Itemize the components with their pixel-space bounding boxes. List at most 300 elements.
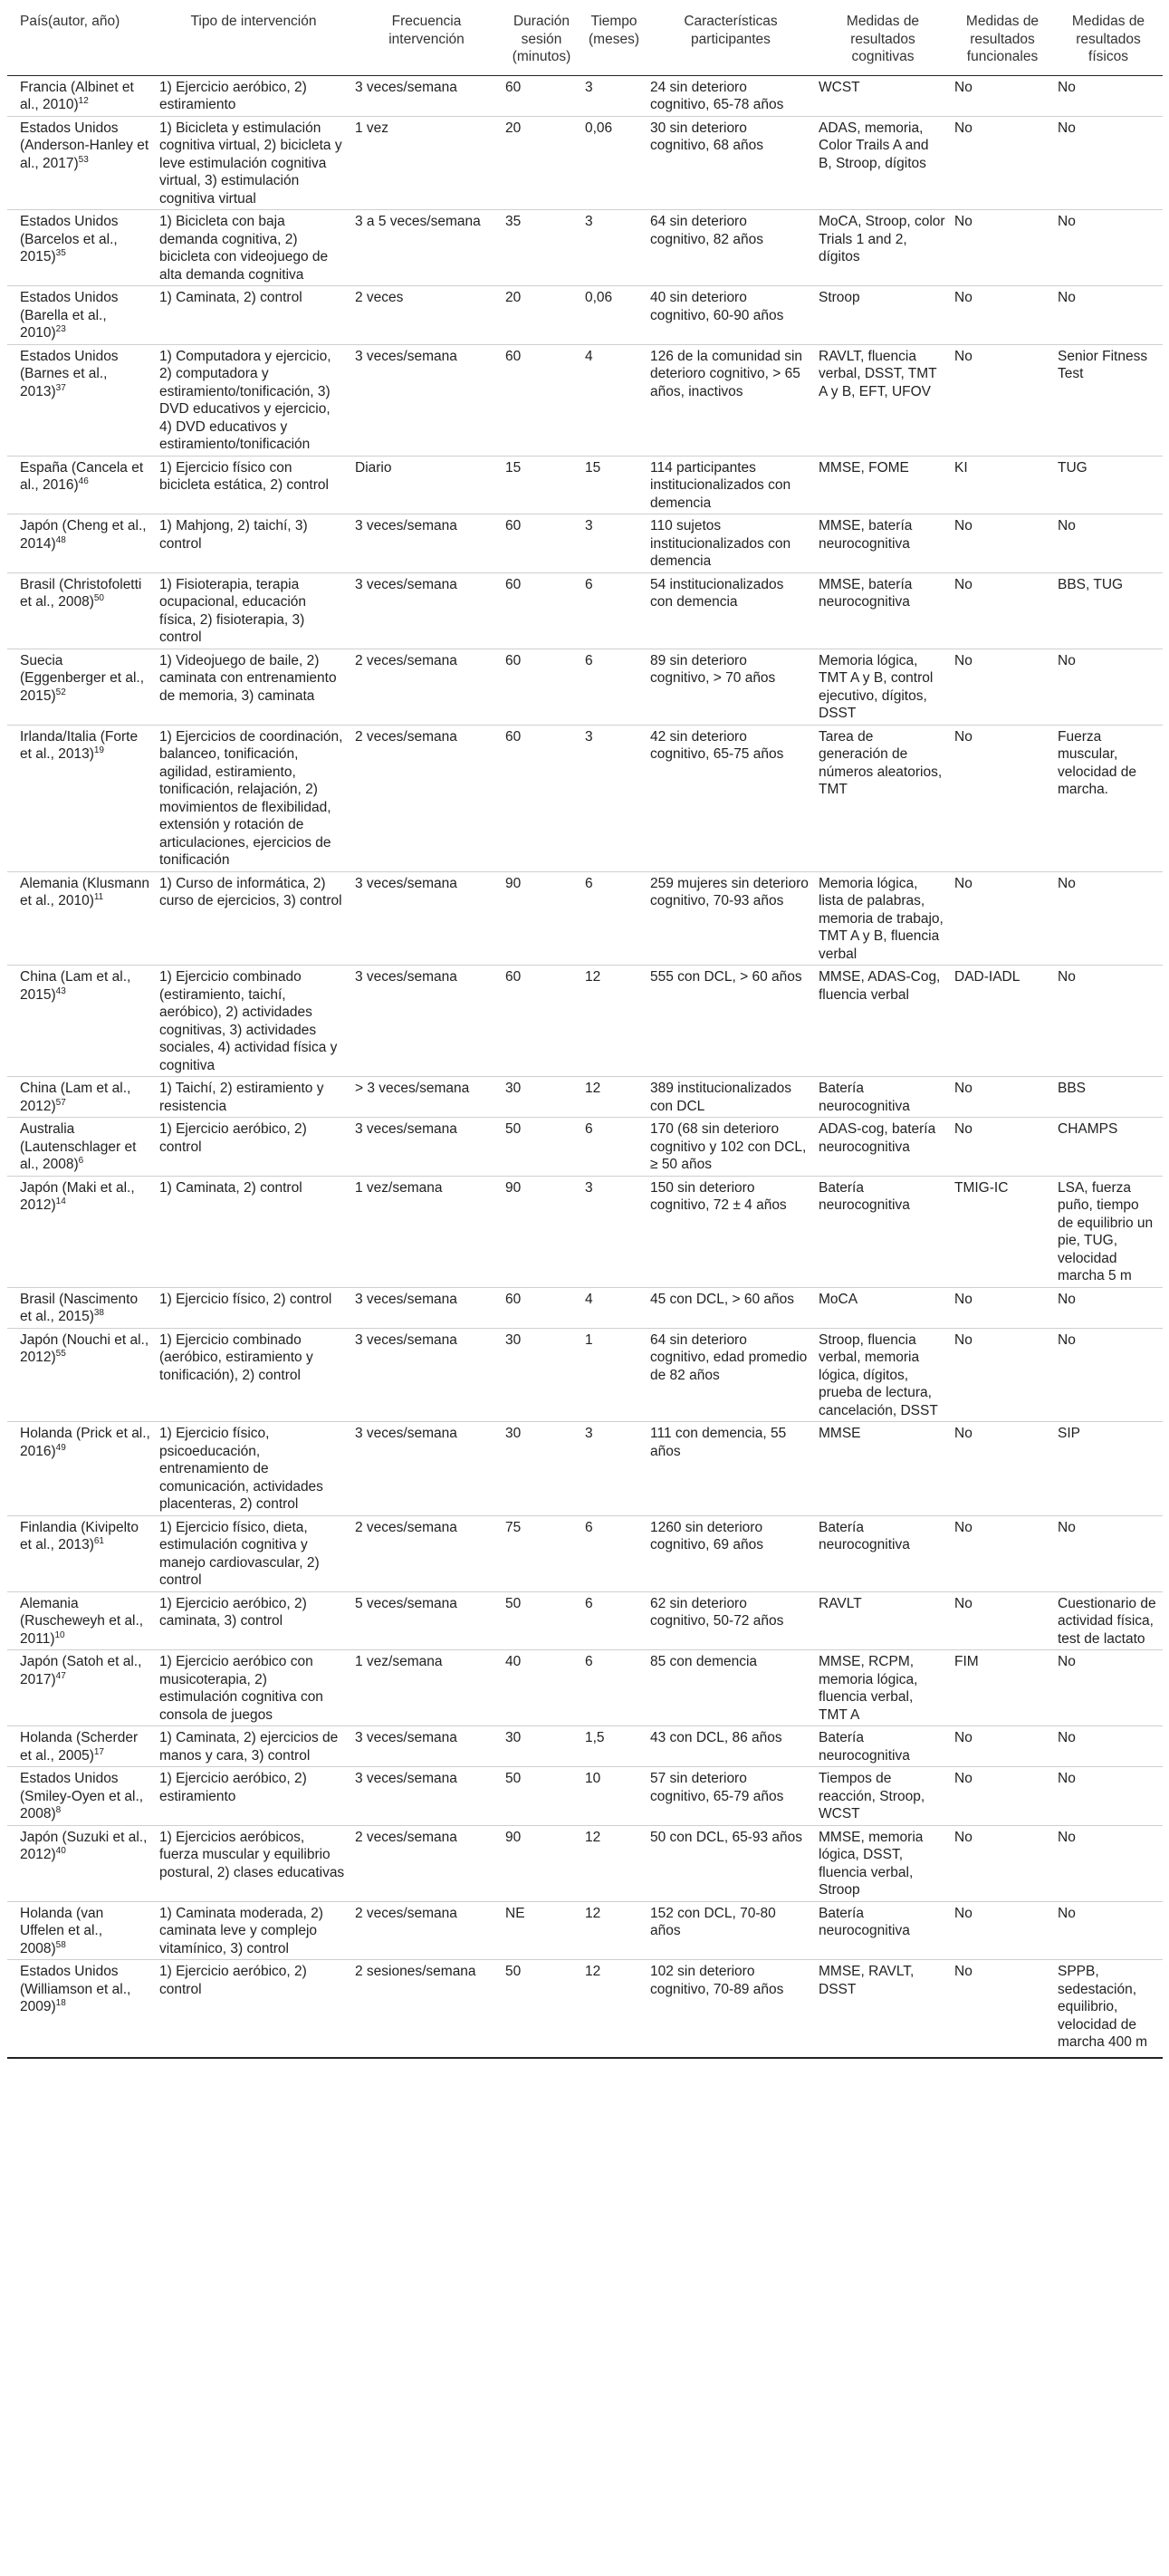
cell-physical: BBS, TUG <box>1054 572 1163 649</box>
cell-time: 15 <box>581 456 647 514</box>
cell-time: 6 <box>581 649 647 725</box>
cell-physical: LSA, fuerza puño, tiempo de equilibrio un pie, TUG, velocidad marcha 5 m <box>1054 1176 1163 1287</box>
cell-frequency: 3 a 5 veces/semana <box>351 210 502 286</box>
cell-cognitive: MMSE, RCPM, memoria lógica, fluencia verbal, TMT A <box>815 1650 951 1726</box>
table-row <box>7 1825 1163 1901</box>
cell-frequency: 3 veces/semana <box>351 871 502 966</box>
studies-table <box>7 5 1163 2059</box>
cell-participants: 40 sin deterioro cognitivo, 60-90 años <box>647 286 815 345</box>
cell-frequency: 5 veces/semana <box>351 1591 502 1650</box>
cell-physical: No <box>1054 514 1163 573</box>
country-author-text: Holanda (Scherder et al., 2005) <box>20 1730 139 1764</box>
reference-number[interactable]: 10 <box>54 1629 65 1640</box>
table-row <box>7 572 1163 649</box>
cell-functional: No <box>951 344 1054 456</box>
cell-physical: No <box>1054 1328 1163 1422</box>
cell-frequency: 3 veces/semana <box>351 344 502 456</box>
cell-cognitive: Batería neurocognitiva <box>815 1176 951 1287</box>
cell-physical: CHAMPS <box>1054 1118 1163 1177</box>
cell-physical: No <box>1054 1901 1163 1960</box>
table-row <box>7 966 1163 1077</box>
cell-country <box>7 1825 156 1901</box>
studies-table-container <box>7 5 1163 2059</box>
cell-time: 3 <box>581 725 647 871</box>
cell-functional: No <box>951 210 1054 286</box>
table-row <box>7 1328 1163 1422</box>
cell-duration: 30 <box>502 1422 581 1516</box>
reference-number[interactable]: 47 <box>55 1670 66 1681</box>
country-author-text: China (Lam et al., 2012) <box>20 1081 131 1114</box>
cell-frequency: 3 veces/semana <box>351 514 502 573</box>
cell-physical: SPPB, sedestación, equilibrio, velocidad de marcha 400 m <box>1054 1960 1163 2058</box>
cell-frequency: 3 veces/semana <box>351 1422 502 1516</box>
cell-intervention: 1) Ejercicio físico, psicoeducación, entrenamiento de comunicación, actividades placenteras, 2) control <box>156 1422 351 1516</box>
cell-cognitive: ADAS-cog, batería neurocognitiva <box>815 1118 951 1177</box>
cell-duration: 60 <box>502 572 581 649</box>
cell-country <box>7 871 156 966</box>
table-row <box>7 286 1163 345</box>
cell-intervention: 1) Ejercicios aeróbicos, fuerza muscular y equilibrio postural, 2) clases educativas <box>156 1825 351 1901</box>
cell-frequency: 3 veces/semana <box>351 1328 502 1422</box>
header-frequency: Frecuencia intervención <box>351 5 502 75</box>
cell-cognitive: Batería neurocognitiva <box>815 1077 951 1118</box>
cell-functional: No <box>951 572 1054 649</box>
cell-cognitive: MoCA, Stroop, color Trials 1 and 2, dígitos <box>815 210 951 286</box>
country-author-text: Alemania (Ruscheweyh et al., 2011) <box>20 1595 144 1647</box>
cell-country <box>7 649 156 725</box>
cell-participants: 1260 sin deterioro cognitivo, 69 años <box>647 1515 815 1591</box>
reference-number[interactable]: 48 <box>55 534 66 545</box>
cell-time: 12 <box>581 1077 647 1118</box>
cell-functional: No <box>951 649 1054 725</box>
cell-frequency: 2 veces <box>351 286 502 345</box>
table-row <box>7 1650 1163 1726</box>
cell-country <box>7 725 156 871</box>
cell-frequency: 1 vez/semana <box>351 1176 502 1287</box>
country-author-text: Estados Unidos (Anderson-Hanley et al., 2017) <box>20 120 149 171</box>
cell-country <box>7 1726 156 1767</box>
country-author-text: Estados Unidos (Barella et al., 2010) <box>20 290 119 341</box>
cell-duration: 60 <box>502 1287 581 1328</box>
cell-country <box>7 1077 156 1118</box>
cell-duration: 50 <box>502 1118 581 1177</box>
cell-frequency: 3 veces/semana <box>351 966 502 1077</box>
cell-intervention: 1) Ejercicio aeróbico, 2) caminata, 3) control <box>156 1591 351 1650</box>
cell-intervention: 1) Fisioterapia, terapia ocupacional, educación física, 2) fisioterapia, 3) control <box>156 572 351 649</box>
table-row <box>7 1176 1163 1287</box>
cell-country <box>7 456 156 514</box>
cell-intervention: 1) Bicicleta con baja demanda cognitiva, 2) bicicleta con videojuego de alta demanda cognitiva <box>156 210 351 286</box>
country-author-text: Australia (Lautenschlager et al., 2008) <box>20 1121 137 1172</box>
cell-participants: 126 de la comunidad sin deterioro cognitivo, > 65 años, inactivos <box>647 344 815 456</box>
cell-participants: 45 con DCL, > 60 años <box>647 1287 815 1328</box>
cell-duration: 60 <box>502 344 581 456</box>
cell-time: 1 <box>581 1328 647 1422</box>
cell-participants: 64 sin deterioro cognitivo, edad promedio de 82 años <box>647 1328 815 1422</box>
table-row <box>7 1422 1163 1516</box>
cell-time: 0,06 <box>581 286 647 345</box>
country-author-text: China (Lam et al., 2015) <box>20 969 131 1003</box>
cell-intervention: 1) Ejercicio aeróbico, 2) control <box>156 1118 351 1177</box>
cell-intervention: 1) Ejercicio aeróbico, 2) estiramiento <box>159 79 307 112</box>
cell-time: 12 <box>581 1960 647 2058</box>
cell-physical: No <box>1054 1287 1163 1328</box>
cell-frequency: 2 veces/semana <box>351 1825 502 1901</box>
reference-number[interactable]: 8 <box>55 1804 62 1815</box>
cell-intervention: 1) Taichí, 2) estiramiento y resistencia <box>156 1077 351 1118</box>
cell-frequency: 2 veces/semana <box>351 1901 502 1960</box>
cell-physical: No <box>1054 966 1163 1077</box>
cell-physical: No <box>1054 1650 1163 1726</box>
cell-functional: No <box>951 871 1054 966</box>
cell-intervention: 1) Ejercicio combinado (estiramiento, taichí, aeróbico), 2) actividades cognitivas, 3) actividades sociales, 4) actividad física y cognitiva <box>156 966 351 1077</box>
cell-country <box>7 75 156 116</box>
cell-participants: 43 con DCL, 86 años <box>647 1726 815 1767</box>
header-participants: Características participantes <box>647 5 815 75</box>
cell-functional: No <box>951 1118 1054 1177</box>
reference-number[interactable]: 12 <box>78 95 89 106</box>
cell-time: 3 <box>585 79 593 95</box>
reference-number[interactable]: 18 <box>55 1997 66 2008</box>
cell-physical: No <box>1054 871 1163 966</box>
cell-time: 6 <box>581 1591 647 1650</box>
reference-number[interactable]: 52 <box>55 687 66 697</box>
country-author-text: Japón (Nouchi et al., 2012) <box>20 1331 149 1365</box>
header-row <box>7 5 1163 75</box>
reference-number[interactable]: 17 <box>93 1746 104 1757</box>
cell-cognitive: Tiempos de reacción, Stroop, WCST <box>815 1767 951 1826</box>
cell-frequency: 3 veces/semana <box>351 1767 502 1826</box>
reference-number[interactable]: 49 <box>55 1442 66 1453</box>
cell-duration: 30 <box>502 1077 581 1118</box>
cell-frequency: 2 veces/semana <box>351 649 502 725</box>
cell-country <box>7 572 156 649</box>
cell-time: 6 <box>581 572 647 649</box>
cell-country <box>7 514 156 573</box>
cell-country <box>7 1650 156 1726</box>
reference-number[interactable]: 55 <box>55 1348 66 1359</box>
cell-duration: 90 <box>502 1825 581 1901</box>
cell-functional: No <box>951 1515 1054 1591</box>
reference-number[interactable]: 6 <box>78 1155 84 1166</box>
cell-functional: No <box>951 1287 1054 1328</box>
cell-intervention: 1) Ejercicio combinado (aeróbico, estiramiento y tonificación), 2) control <box>156 1328 351 1422</box>
cell-cognitive: MMSE <box>815 1422 951 1516</box>
country-author-text: Estados Unidos (Williamson et al., 2009) <box>20 1964 131 2014</box>
cell-time: 3 <box>581 210 647 286</box>
cell-functional: DAD-IADL <box>951 966 1054 1077</box>
table-row <box>7 210 1163 286</box>
cell-country <box>7 1767 156 1826</box>
reference-number[interactable]: 23 <box>55 323 66 334</box>
cell-country <box>7 1176 156 1287</box>
cell-frequency: 1 vez/semana <box>351 1650 502 1726</box>
cell-participants: 114 participantes institucionalizados con demencia <box>647 456 815 514</box>
country-author-text: Suecia (Eggenberger et al., 2015) <box>20 652 145 704</box>
cell-country <box>7 286 156 345</box>
cell-intervention: 1) Caminata moderada, 2) caminata leve y complejo vitamínico, 3) control <box>156 1901 351 1960</box>
cell-cognitive: Memoria lógica, lista de palabras, memoria de trabajo, TMT A y B, fluencia verbal <box>815 871 951 966</box>
cell-physical: No <box>1054 1825 1163 1901</box>
cell-intervention: 1) Ejercicio aeróbico, 2) control <box>156 1960 351 2058</box>
cell-frequency: 2 veces/semana <box>351 1515 502 1591</box>
cell-country <box>7 1515 156 1591</box>
cell-participants: 42 sin deterioro cognitivo, 65-75 años <box>647 725 815 871</box>
country-author-text: Francia (Albinet et al., 2010) <box>20 79 134 112</box>
country-author-text: Irlanda/Italia (Forte et al., 2013) <box>20 728 139 762</box>
cell-intervention: 1) Ejercicio físico con bicicleta estática, 2) control <box>156 456 351 514</box>
cell-country <box>7 344 156 456</box>
cell-cognitive: Stroop <box>815 286 951 345</box>
country-author-text: Japón (Maki et al., 2012) <box>20 1179 135 1213</box>
cell-intervention: 1) Computadora y ejercicio, 2) computadora y estiramiento/tonificación, 3) DVD educativos y ejercicio, 4) DVD educativos y estiramiento/tonificación <box>156 344 351 456</box>
cell-cognitive: MMSE, ADAS-Cog, fluencia verbal <box>815 966 951 1077</box>
cell-intervention: 1) Caminata, 2) control <box>156 286 351 345</box>
cell-functional: No <box>951 286 1054 345</box>
cell-functional: KI <box>951 456 1054 514</box>
cell-participants: 150 sin deterioro cognitivo, 72 ± 4 años <box>647 1176 815 1287</box>
table-row <box>7 1077 1163 1118</box>
cell-functional: No <box>951 1591 1054 1650</box>
cell-participants: 24 sin deterioro cognitivo, 65-78 años <box>650 79 784 112</box>
cell-frequency: > 3 veces/semana <box>351 1077 502 1118</box>
cell-physical: No <box>1054 1726 1163 1767</box>
reference-number[interactable]: 46 <box>78 476 89 486</box>
cell-duration: 50 <box>502 1960 581 2058</box>
table-row <box>7 1591 1163 1650</box>
cell-duration: 30 <box>502 1328 581 1422</box>
cell-physical: Senior Fitness Test <box>1054 344 1163 456</box>
table-row <box>7 1515 1163 1591</box>
cell-functional: TMIG-IC <box>951 1176 1054 1287</box>
cell-time: 3 <box>581 514 647 573</box>
table-row <box>7 1767 1163 1826</box>
cell-frequency: Diario <box>351 456 502 514</box>
cell-frequency: 3 veces/semana <box>351 572 502 649</box>
cell-country <box>7 966 156 1077</box>
cell-intervention: 1) Caminata, 2) control <box>156 1176 351 1287</box>
cell-intervention: 1) Curso de informática, 2) curso de ejercicios, 3) control <box>156 871 351 966</box>
cell-time: 1,5 <box>581 1726 647 1767</box>
cell-country <box>7 1901 156 1960</box>
cell-functional: No <box>951 1328 1054 1422</box>
cell-physical: No <box>1054 210 1163 286</box>
cell-cognitive: WCST <box>819 79 860 95</box>
cell-duration: NE <box>502 1901 581 1960</box>
cell-intervention: 1) Bicicleta y estimulación cognitiva virtual, 2) bicicleta y leve estimulación cognitiva virtual, 3) estimulación cognitiva virtual <box>156 116 351 210</box>
country-author-text: Japón (Satoh et al., 2017) <box>20 1654 142 1687</box>
table-row <box>7 1726 1163 1767</box>
cell-intervention: 1) Ejercicio aeróbico con musicoterapia, 2) estimulación cognitiva con consola de juegos <box>156 1650 351 1726</box>
table-row <box>7 871 1163 966</box>
cell-participants: 89 sin deterioro cognitivo, > 70 años <box>647 649 815 725</box>
table-row <box>7 514 1163 573</box>
cell-duration: 35 <box>502 210 581 286</box>
table-row <box>7 116 1163 210</box>
header-functional: Medidas de resultados funcionales <box>951 5 1054 75</box>
cell-duration: 50 <box>502 1767 581 1826</box>
cell-time: 6 <box>581 1515 647 1591</box>
cell-duration: 75 <box>502 1515 581 1591</box>
cell-time: 10 <box>581 1767 647 1826</box>
cell-intervention: 1) Ejercicio físico, dieta, estimulación cognitiva y manejo cardiovascular, 2) control <box>156 1515 351 1591</box>
cell-frequency: 3 veces/semana <box>351 1726 502 1767</box>
cell-duration: 50 <box>502 1591 581 1650</box>
cell-participants: 85 con demencia <box>647 1650 815 1726</box>
reference-number[interactable]: 35 <box>55 247 66 258</box>
table-body <box>7 75 1163 2058</box>
cell-participants: 389 institucionalizados con DCL <box>647 1077 815 1118</box>
reference-number[interactable]: 38 <box>93 1307 104 1318</box>
country-author-text: Finlandia (Kivipelto et al., 2013) <box>20 1519 139 1552</box>
cell-physical: No <box>1058 79 1076 95</box>
country-author-text: Holanda (Prick et al., 2016) <box>20 1426 150 1459</box>
country-author-text: Estados Unidos (Barcelos et al., 2015) <box>20 214 119 264</box>
cell-participants: 57 sin deterioro cognitivo, 65-79 años <box>647 1767 815 1826</box>
table-row <box>7 1960 1163 2058</box>
table-row <box>7 725 1163 871</box>
cell-physical: TUG <box>1054 456 1163 514</box>
cell-participants: 64 sin deterioro cognitivo, 82 años <box>647 210 815 286</box>
cell-participants: 170 (68 sin deterioro cognitivo y 102 con DCL, ≥ 50 años <box>647 1118 815 1177</box>
cell-time: 6 <box>581 871 647 966</box>
reference-number[interactable]: 58 <box>55 1939 66 1950</box>
header-cognitive: Medidas de resultados cognitivas <box>815 5 951 75</box>
cell-intervention: 1) Caminata, 2) ejercicios de manos y cara, 3) control <box>156 1726 351 1767</box>
cell-cognitive: Batería neurocognitiva <box>815 1515 951 1591</box>
cell-cognitive: Batería neurocognitiva <box>815 1726 951 1767</box>
cell-cognitive: MMSE, memoria lógica, DSST, fluencia verbal, Stroop <box>815 1825 951 1901</box>
cell-time: 6 <box>581 1118 647 1177</box>
cell-functional: No <box>951 1901 1054 1960</box>
cell-functional: FIM <box>951 1650 1054 1726</box>
cell-physical: BBS <box>1054 1077 1163 1118</box>
cell-country <box>7 1328 156 1422</box>
cell-cognitive: RAVLT <box>815 1591 951 1650</box>
cell-duration: 60 <box>502 649 581 725</box>
country-author-text: Estados Unidos (Smiley-Oyen et al., 2008) <box>20 1771 144 1821</box>
cell-participants: 259 mujeres sin deterioro cognitivo, 70-93 años <box>647 871 815 966</box>
country-author-text: Japón (Suzuki et al., 2012) <box>20 1829 148 1862</box>
reference-number[interactable]: 14 <box>55 1196 66 1206</box>
cell-duration: 60 <box>502 514 581 573</box>
cell-functional: No <box>951 1726 1054 1767</box>
cell-country <box>7 1422 156 1516</box>
cell-time: 12 <box>581 1901 647 1960</box>
reference-number[interactable]: 53 <box>78 154 89 165</box>
cell-duration: 90 <box>502 1176 581 1287</box>
table-row <box>7 1118 1163 1177</box>
cell-functional: No <box>951 1825 1054 1901</box>
cell-functional: No <box>951 725 1054 871</box>
table-row <box>7 1287 1163 1328</box>
country-author-text: Japón (Cheng et al., 2014) <box>20 518 147 552</box>
cell-functional: No <box>951 1422 1054 1516</box>
cell-time: 3 <box>581 1176 647 1287</box>
cell-frequency: 3 veces/semana <box>351 1287 502 1328</box>
reference-number[interactable]: 50 <box>93 592 104 603</box>
cell-participants: 54 institucionalizados con demencia <box>647 572 815 649</box>
cell-time: 4 <box>581 1287 647 1328</box>
reference-number[interactable]: 40 <box>55 1845 66 1856</box>
cell-cognitive: Batería neurocognitiva <box>815 1901 951 1960</box>
cell-time: 12 <box>581 966 647 1077</box>
cell-duration: 15 <box>502 456 581 514</box>
reference-number[interactable]: 19 <box>93 745 104 755</box>
cell-duration: 30 <box>502 1726 581 1767</box>
table-row <box>7 344 1163 456</box>
cell-participants: 62 sin deterioro cognitivo, 50-72 años <box>647 1591 815 1650</box>
cell-duration: 20 <box>502 116 581 210</box>
reference-number[interactable]: 43 <box>55 985 66 996</box>
cell-physical: SIP <box>1054 1422 1163 1516</box>
cell-time: 0,06 <box>581 116 647 210</box>
cell-participants: 152 con DCL, 70-80 años <box>647 1901 815 1960</box>
cell-intervention: 1) Mahjong, 2) taichí, 3) control <box>156 514 351 573</box>
cell-time: 3 <box>581 1422 647 1516</box>
cell-physical: Fuerza muscular, velocidad de marcha. <box>1054 725 1163 871</box>
cell-physical: Cuestionario de actividad física, test de lactato <box>1054 1591 1163 1650</box>
reference-number[interactable]: 61 <box>93 1535 104 1546</box>
cell-functional: No <box>951 514 1054 573</box>
table-header <box>7 5 1163 75</box>
cell-time: 4 <box>581 344 647 456</box>
table-row <box>7 456 1163 514</box>
header-duration: Duración sesión (minutos) <box>502 5 581 75</box>
cell-country <box>7 116 156 210</box>
cell-physical: No <box>1054 1767 1163 1826</box>
cell-duration: 90 <box>502 871 581 966</box>
cell-duration: 60 <box>502 966 581 1077</box>
cell-duration: 40 <box>502 1650 581 1726</box>
cell-duration: 60 <box>505 79 522 95</box>
cell-intervention: 1) Videojuego de baile, 2) caminata con entrenamiento de memoria, 3) caminata <box>156 649 351 725</box>
cell-frequency: 2 veces/semana <box>351 725 502 871</box>
reference-number[interactable]: 57 <box>55 1097 66 1108</box>
cell-intervention: 1) Ejercicio físico, 2) control <box>156 1287 351 1328</box>
cell-physical: No <box>1054 1515 1163 1591</box>
cell-country <box>7 1287 156 1328</box>
cell-participants: 555 con DCL, > 60 años <box>647 966 815 1077</box>
cell-duration: 20 <box>502 286 581 345</box>
country-author-text: Alemania (Klusmann et al., 2010) <box>20 875 150 908</box>
cell-cognitive: MMSE, batería neurocognitiva <box>815 514 951 573</box>
cell-physical: No <box>1054 286 1163 345</box>
reference-number[interactable]: 37 <box>55 382 66 393</box>
cell-intervention: 1) Ejercicio aeróbico, 2) estiramiento <box>156 1767 351 1826</box>
reference-number[interactable]: 11 <box>93 891 104 902</box>
country-author-text: Holanda (van Uffelen et al., 2008) <box>20 1905 104 1956</box>
cell-functional: No <box>951 116 1054 210</box>
cell-country <box>7 1118 156 1177</box>
cell-functional: No <box>951 1767 1054 1826</box>
table-row <box>7 649 1163 725</box>
cell-cognitive: MMSE, FOME <box>815 456 951 514</box>
cell-frequency: 1 vez <box>351 116 502 210</box>
cell-participants: 30 sin deterioro cognitivo, 68 años <box>647 116 815 210</box>
cell-cognitive: RAVLT, fluencia verbal, DSST, TMT A y B, EFT, UFOV <box>815 344 951 456</box>
cell-participants: 111 con demencia, 55 años <box>647 1422 815 1516</box>
cell-time: 6 <box>581 1650 647 1726</box>
cell-participants: 110 sujetos institucionalizados con demencia <box>647 514 815 573</box>
cell-frequency: 2 sesiones/semana <box>351 1960 502 2058</box>
cell-cognitive: Stroop, fluencia verbal, memoria lógica, dígitos, prueba de lectura, cancelación, DSST <box>815 1328 951 1422</box>
header-time: Tiempo (meses) <box>581 5 647 75</box>
cell-cognitive: MoCA <box>815 1287 951 1328</box>
table-row <box>7 75 1163 116</box>
header-physical: Medidas de resultados físicos <box>1054 5 1163 75</box>
cell-participants: 102 sin deterioro cognitivo, 70-89 años <box>647 1960 815 2058</box>
